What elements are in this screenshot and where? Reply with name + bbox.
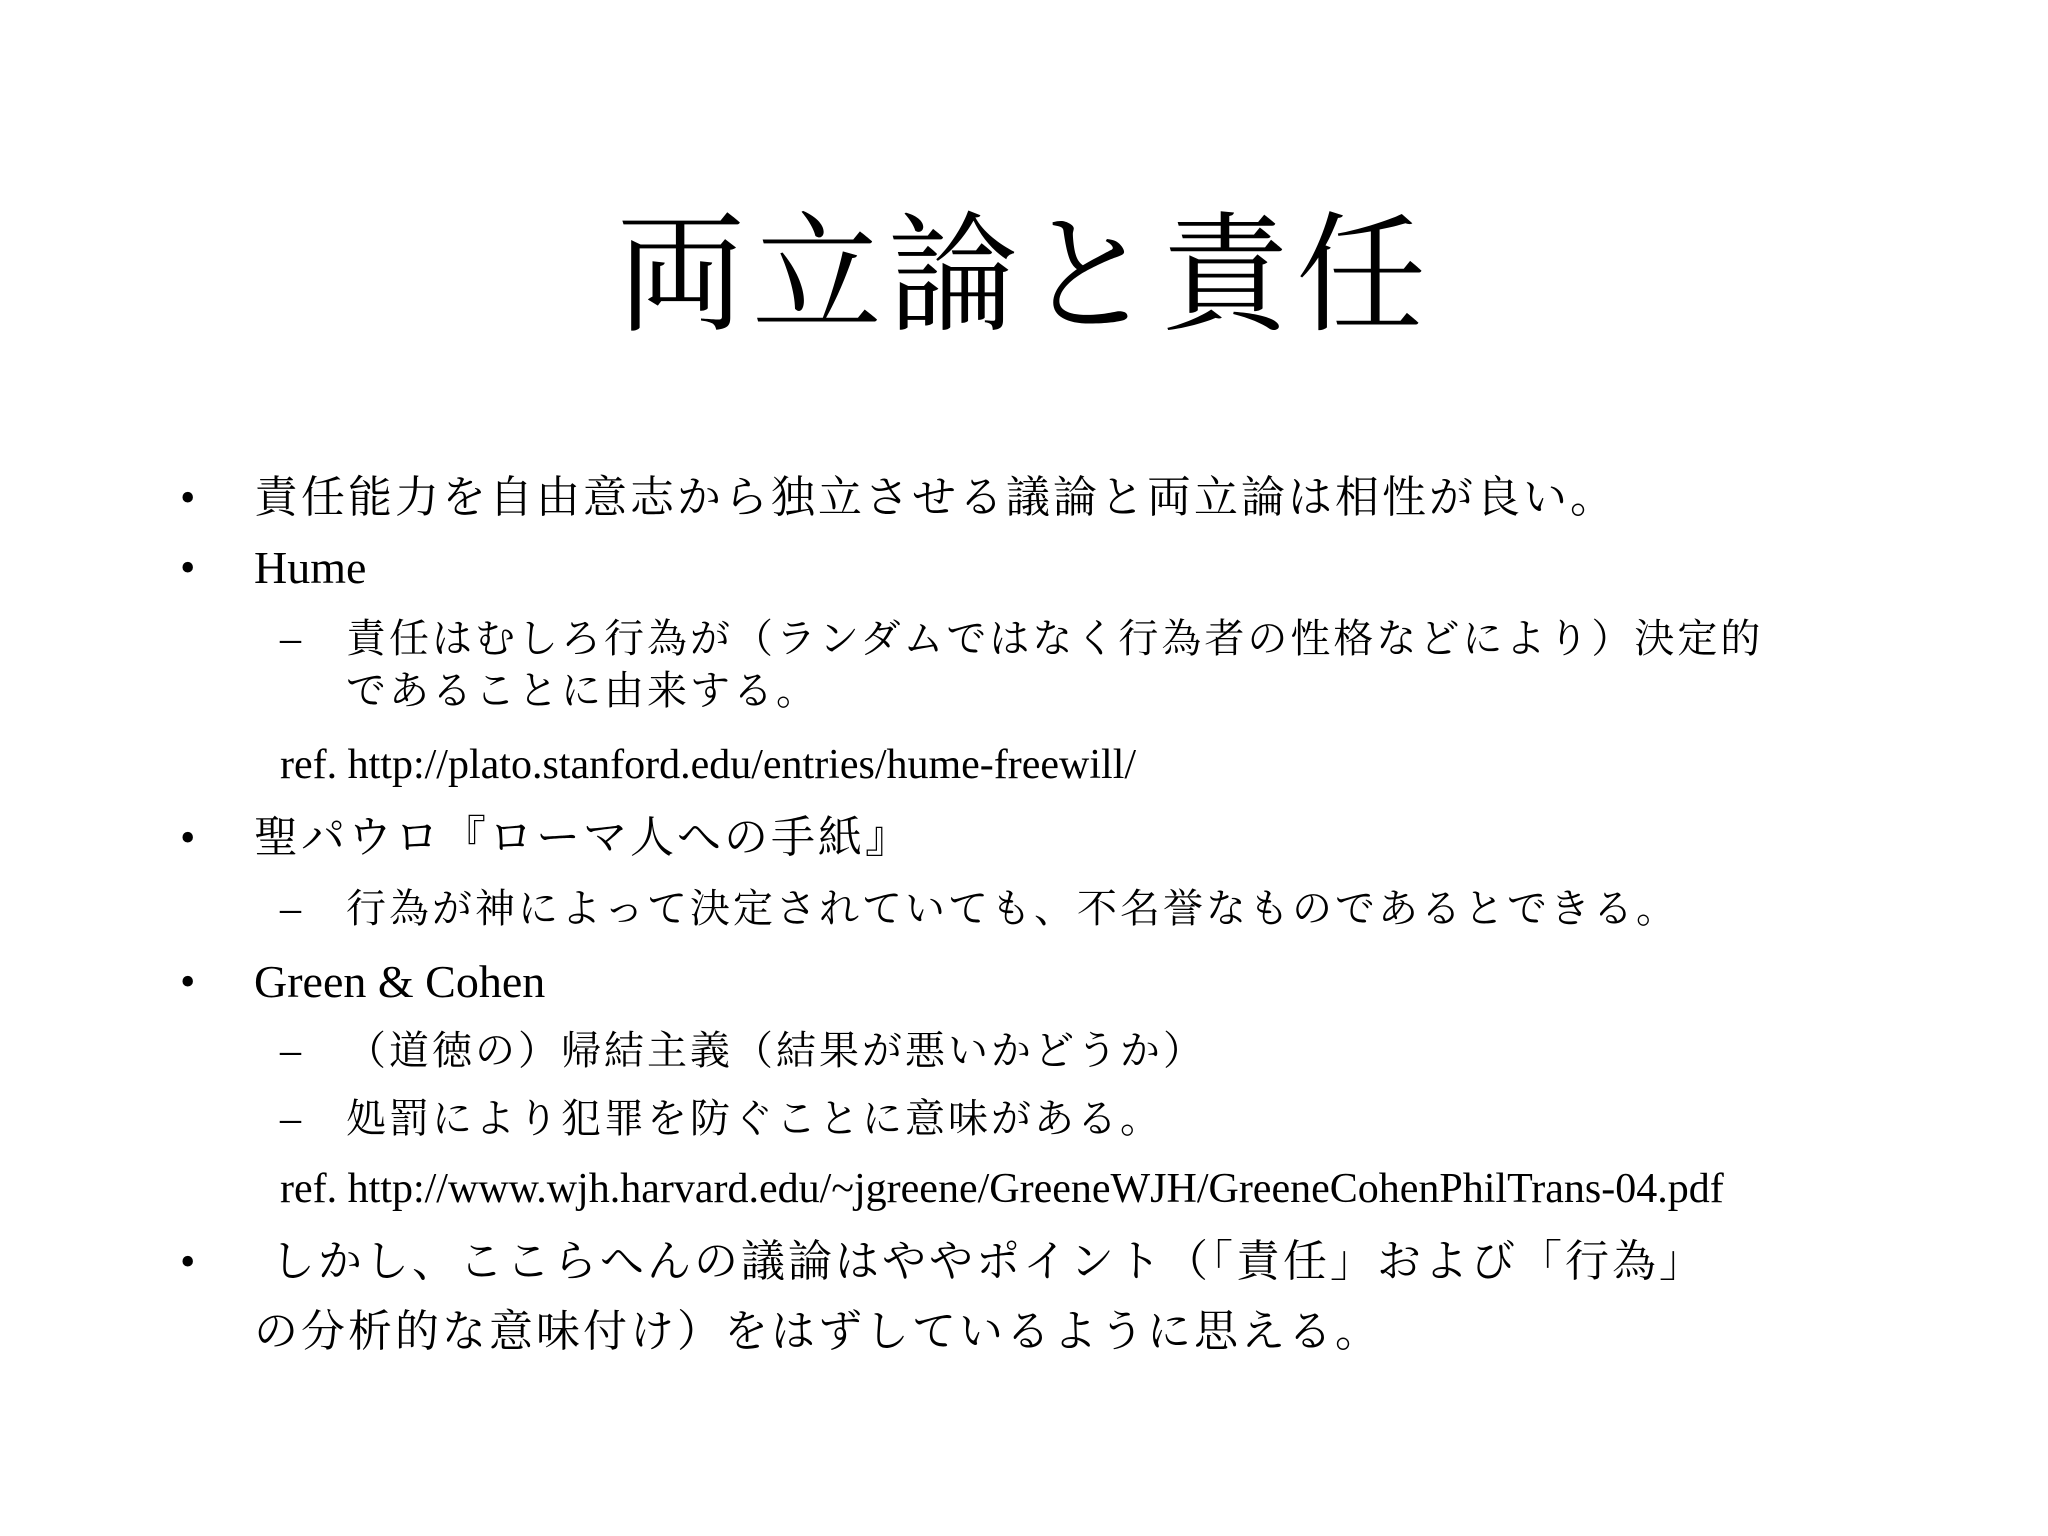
sub-bullet-marker: –	[280, 1096, 301, 1142]
bullet-text: 責任能力を自由意志から独立させる議論と両立論は相性が良い。	[254, 472, 1617, 523]
sub-bullet-marker: –	[280, 1028, 301, 1074]
bullet-text: Green & Cohen	[254, 956, 546, 1007]
reference-link[interactable]: ref. http://plato.stanford.edu/entries/hume-freewill/	[280, 742, 1137, 788]
bullet-marker: •	[180, 813, 196, 862]
bullet-text-continued: の分析的な意味付け）をはずしているように思える。	[254, 1306, 1382, 1357]
sub-bullet-marker: –	[280, 886, 301, 932]
bullet-text: 聖パウロ『ローマ人への手紙』	[254, 812, 912, 863]
sub-bullet-marker: –	[280, 616, 301, 662]
sub-bullet-text-continued: であることに由来する。	[346, 668, 819, 714]
bullet-text: Hume	[254, 542, 367, 593]
bullet-marker: •	[180, 543, 196, 592]
sub-bullet-text: 行為が神によって決定されていても、不名誉なものであるとできる。	[346, 886, 1679, 932]
bullet-marker: •	[180, 473, 196, 522]
slide-title: 両立論と責任	[615, 199, 1432, 351]
bullet-marker: •	[180, 1237, 196, 1286]
reference-link[interactable]: ref. http://www.wjh.harvard.edu/~jgreene/GreeneWJH/GreeneCohenPhilTrans-04.pdf	[280, 1166, 1724, 1212]
sub-bullet-text: （道徳の）帰結主義（結果が悪いかどうか）	[346, 1028, 1206, 1074]
sub-bullet-text: 責任はむしろ行為が（ランダムではなく行為者の性格などにより）決定的	[346, 616, 1764, 662]
bullet-marker: •	[180, 957, 196, 1006]
bullet-text: しかし、ここらへんの議論はややポイント（「責任」および「行為」	[254, 1236, 1706, 1287]
sub-bullet-text: 処罰により犯罪を防ぐことに意味がある。	[346, 1096, 1163, 1142]
